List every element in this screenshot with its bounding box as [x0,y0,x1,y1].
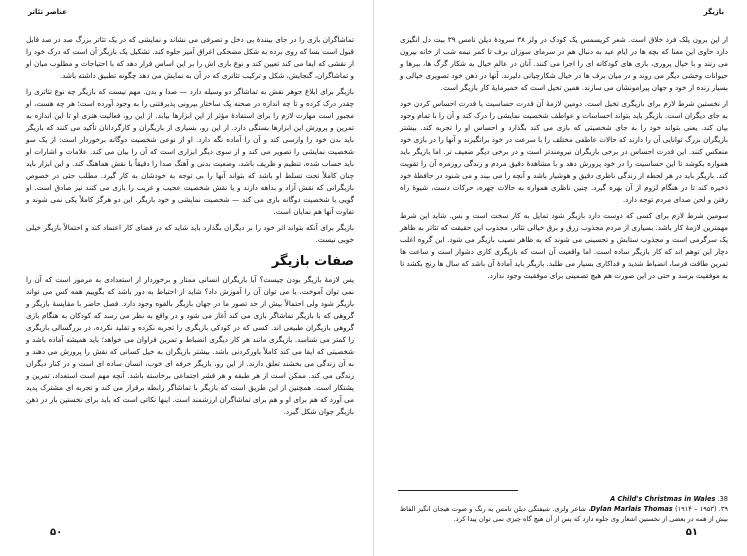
right-page-body [400,34,728,286]
footnote-english-name: Dylan Marlais Thomas [590,505,673,513]
footnote-number: ۳۹. [718,505,728,513]
footnote-rule [398,490,518,491]
paragraph: از این برون پلک فرد خلاق است. شعر کریسمس یک کودک در ولز ۳۸ سرودهٔ دیلن تامس ۳۹ بیت دل انگیزی دارد حاوی این معنا که بچه ها در ایام عید به دنبال هم در سرمای سوزان برف تا کمر نیمه شب از خانه بیرون می زنند و با خیال پروری، بازی های کودکانه ای را اجرا می کنند. آنان در عالم خیال به شکار گرگ ها، ببرها و حیوانات وحشی دیگر می روند و در میان برف ها در خیال شکارچیانی دلیرند. آنها در ذهن خود تصویری خیالی و بسیار زنده از خود و جهان پیرامونشان می سازند. همین تخیل است که خمیرمایهٔ کار بازیگر است. [400,35,728,92]
paragraph: پس لازمهٔ بازیگر بودن چیست؟ آیا بازیگران انسانی ممتاز و برخوردار از استعدادی به مرموز است که آن را نمی توان آموخت، یا می توان آن را آموزش داد؟ شاید از احتیاط به دور باشد که بگوییم همه کس می تواند بازیگر شود ولی احتمالاً بیش از حد تصور ما در جهان بازیگر بالقوه وجود دارد. فصل حاضر با مقایسهٔ بازیگر و گروهی که با بازیگر تماشاگر بازی می کند آغاز می شود و در واقع به نظر می رسد که کودکان به هنگام بازی گروهی بازیگران طبیعی اند. کسی که در کودکی بازیگری را تجربه نکرده و تقلید نکرده، در بزرگسالی بازیگری را کمتر می شناسد. بازیگری مانند هر کار دیگری انضباط و تمرین فراوان می خواهد؛ باید همیشه آماده باشد و شخصیتی که ایفا می کند کاملاً باورکردنی باشد. بیشتر بازیگران به خیل کسانی که نقش را پرورش می دهند و به آن زندگی می بخشند تعلق دارند. از این رو، بازیگر حرفه ای خوب، انسان ساده ای است و در کنار دیگران زندگی می کند. ممکن است از هر طبقه و هر قشر اجتماعی برخاسته باشد. آنچه مهم است استعداد، تمرین و پشتکار است. همچنین از این طریق است که بازیگر با تماشاگر رابطه برقرار می کند و تجربه ای مشترک پدید می آورد که هم برای او و هم برای تماشاگران ارزشمند است. اینها نکاتی است که باید برای نخستین بار در ذهن بازیگر جوان شکل گیرد. [26,275,354,416]
right-page [398,0,728,556]
paragraph: سومین شرط لازم برای کسی که دوست دارد بازیگر شود تمایل به کار سخت است و بس. شاید این شرط مهمترین لازمهٔ کار باشد. بسیاری از مردم مجذوب زرق و برق خیالی تئاتر، مجذوب این حقیقت که تئاتر به ظاهر یک سرگرمی است و مجذوب ستایش و تحسینی می شوند که به ظاهر نصیب بازیگر می شود. این گروه اغلب دچار این توهم اند که کار بازیگر ساده است. اما واقعیت آن است که بازیگری کاری دشوار است و ساعت ها تمرین طاقت فرسا، انضباط شدید و فداکاری بسیار می طلبد. بازیگر باید آمادهٔ آن باشد که سال ها رنج بکشد تا به موفقیت برسد و حتی در این صورت هم هیچ تضمینی برای موفقیت وجود ندارد. [400,211,728,280]
footnote-text: (۱۹۱۴ – ۱۹۵۳)، شاعر ولزی. شیفتگی دیلن تامس به رنگ و صوت هیجان انگیز الفاظ بیش از همه در بعضی از نخستین اشعار وی جلوه دارد که پس از آن هیچ گاه چیزی نمی توان پیدا کرد. [400,505,728,523]
right-page-number: ۵۱ [685,527,698,538]
paragraph: از نخستین شرط لازم برای بازیگری تخیل است. دومین لازمهٔ آن قدرت حساسیت یا قدرت احساس کردن خود به جای دیگران است. بازیگر باید بتواند احساسات و عواطف شخصیت نمایشی را درک کند و آن را با تمام وجود بیان کند. یعنی بتواند خود را به جای شخصیتی که بازی می کند بگذارد و احساس او را تجربه کند. بیشتر بازیگران بزرگ توانایی آن را دارند که حالات عاطفی مختلف را با سرعت در خود برانگیزند و آنها را در بازی خود منعکس کنند. این قدرت احساس در برخی بازیگران نیرومندتر است و در برخی دیگر ضعیف تر. اما بازیگر باید همواره بکوشد تا این حساسیت را در خود پرورش دهد و با مشاهدهٔ دقیق مردم و زندگی روزمره آن را تقویت کند. بازیگر باید در هر لحظه از زندگی ناظری دقیق و هوشیار باشد و آنچه را می بیند و می شنود در حافظهٔ خود ذخیره کند تا در هنگام لزوم از آن بهره گیرد. چنین ناظری همواره به حالات چهره، حرکات دست، شیوهٔ راه رفتن و لحن صدای مردم توجه دارد. [400,99,728,204]
paragraph: تماشاگران بازی را در جای بینندهٔ بی دخل و تصرفی می نشاند و نمایشی که در یک تئاتر بزرگ صد در صد قابل قبول است بسا که روی برده به شکل مضحکی اغراق آمیز جلوه کند. تشکیل یک بازیگر آن است که درک خود را از نقشی که ایفا می کند تعیین کند و نوع بازی اش را بر این اساس قرار دهد که با احتیاجات و مطلوب میان او و تماشاگران، گنجایش، شکل و ترکیب تئاتری که در آن به نمایش می دهد چگونه تطبیق داشته باشد. [26,35,354,80]
paragraph: بازیگر برای آنکه بتواند اثر خود را بر دیگران بگذارد باید شاید که در فضای کار اعتماد کند و احتمالاً بازیگر خیلی خوبی نیست. [26,223,354,244]
left-page-body [26,34,354,422]
footnote-english-title: A Child's Christmas in Wales [610,495,716,503]
book-gutter [373,0,374,556]
footnote-item [400,504,728,524]
footnote-item [400,494,728,504]
section-heading: صفات بازیگر [271,254,354,269]
left-page [24,0,354,556]
left-running-head: عناصر تئاتر [28,8,67,16]
footnotes [400,494,728,524]
paragraph: بازیگر برای ابلاغ جوهر نقش به تماشاگر دو وسیله دارد — صدا و بدن. مهم نیست که بازیگر چه نوع تئاتری را چقدر درک کرده و تا چه اندازه در صحنه یک ساختار بیرونی پذیرفتنی را به وجود آورده است؛ هر چه هست، او مجبور است مهارت لازم را برای استفادهٔ مؤثر از این ابزارها بیابد. از این رو، فعالیت هنری او تا این اندازه به تمرین و پرورش این ابزارها بستگی دارد. از این رو، بسیاری از بازیگران و کارگردانان تأکید می کنند که بازیگر باید بدن خود را وارسی کند و آن را آماده نگه دارد. او از نوعی شخصیت دوگانه برخوردار است: از یک سو شخصیت نمایشی را تصویر می کند و از سوی دیگر ابزاری است که آن را بیان می کند. علامات و اشارات او باید حساب شده، تنظیم و ظریف باشد، وضعیت بدنی و آهنگ صدا را دقیقاً با نقش هماهنگ کند. و این ابزار باید چنان کاملاً تحت تسلط او باشد که بتواند آنها را بی توجه به خودشان به کار گیرد. مطلب حتی در خصوص بازیگرانی که نقش آزاد و بداهه دارند و یا نقش شخصیت عجیب و غریب را بازی می کنند نیز صادق است. او گویی با شخصیت دوگانه بازی می کند — شخصیت نمایشی و خود بازیگر. این دو هرگز کاملاً یکی نمی شوند و تفاوت آنها هم نمایان است. [26,87,354,216]
left-page-number: ۵۰ [50,527,63,538]
right-running-head: بازیگر [703,8,724,16]
footnote-number: 38. [717,495,728,503]
